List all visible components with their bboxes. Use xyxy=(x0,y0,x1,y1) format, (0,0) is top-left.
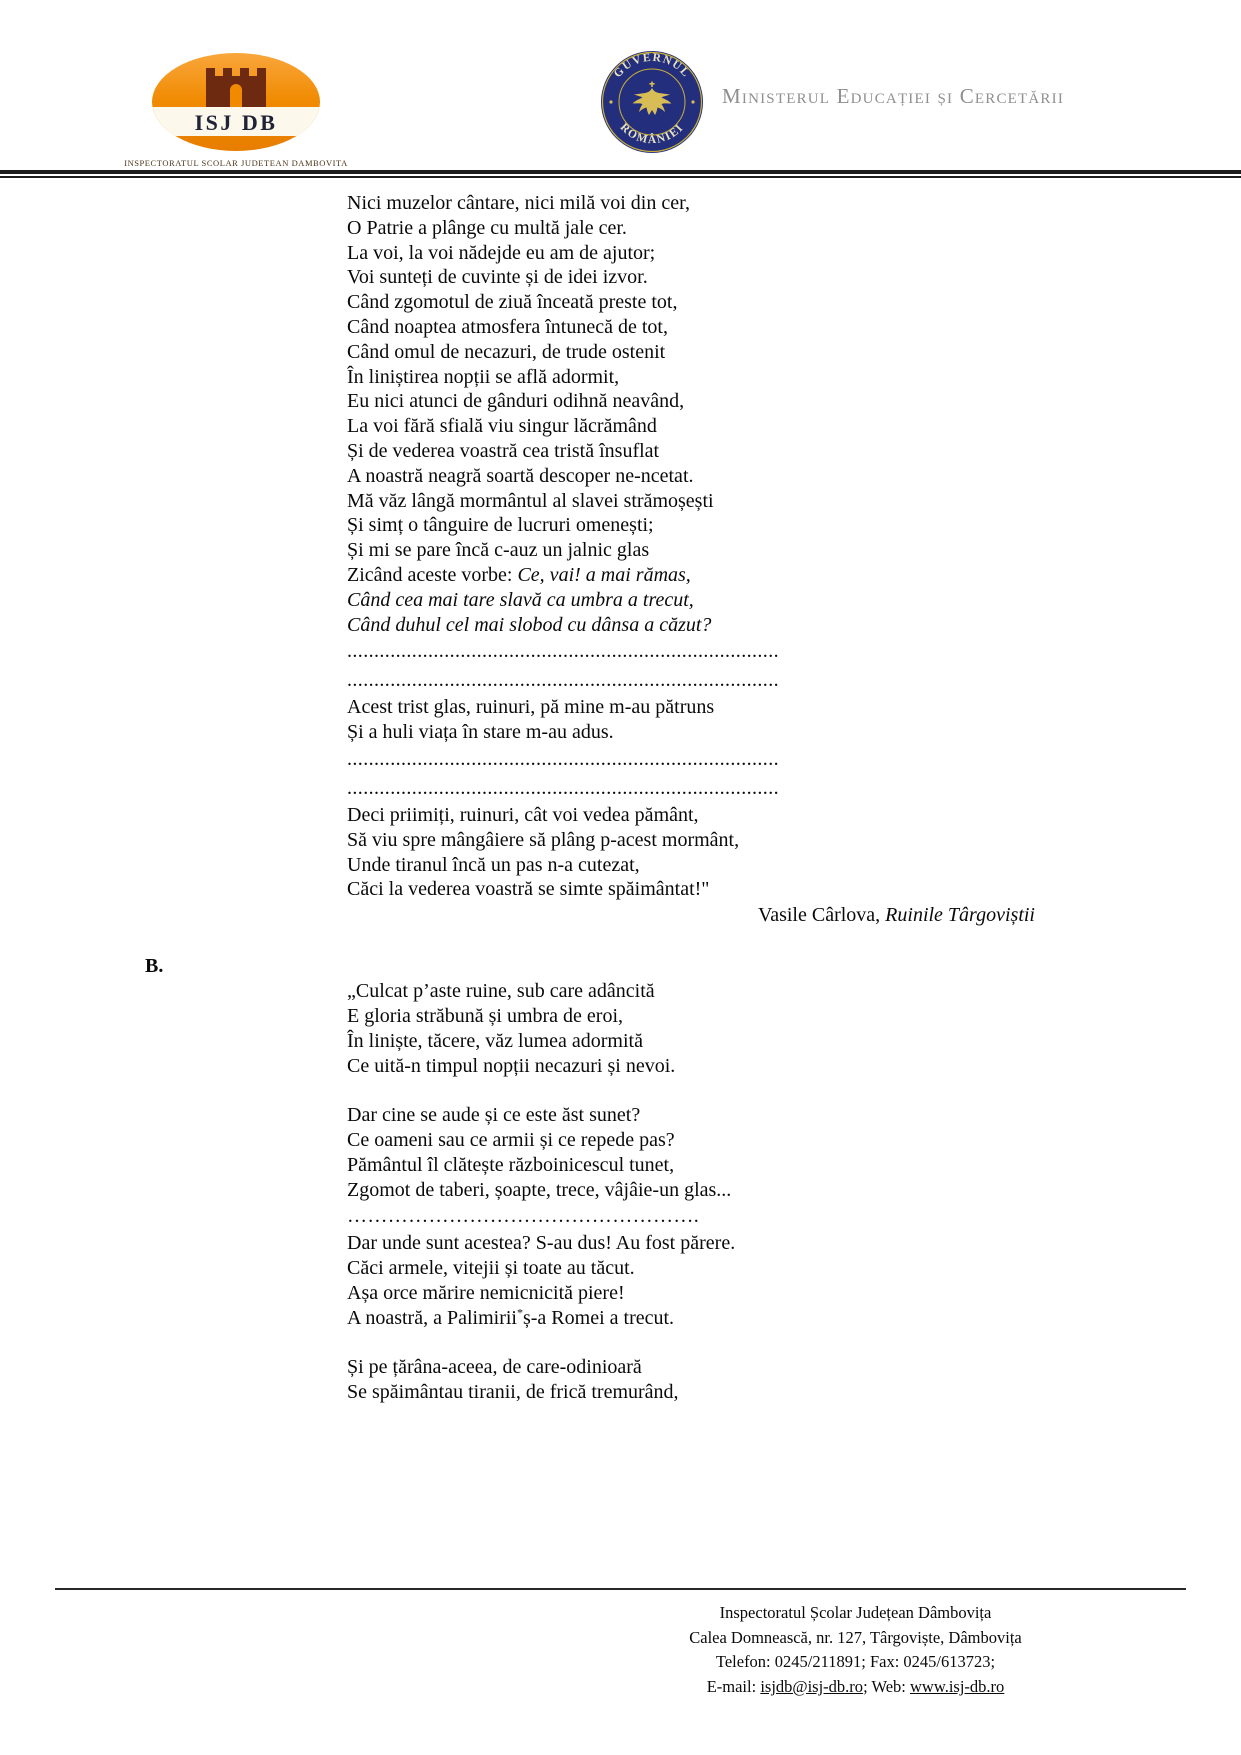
text-segment: Așa orce mărire nemicnicită piere! xyxy=(347,1281,625,1304)
text-segment: Când zgomotul de ziuă înceată preste tot, xyxy=(347,291,678,314)
text-segment: Dar cine se aude și ce este ăst sunet? xyxy=(347,1104,641,1127)
text-segment: A noastră neagră soartă descoper ne-ncetat. xyxy=(347,464,694,487)
text-segment: O Patrie a plânge cu multă jale cer. xyxy=(347,216,627,239)
poem-a-line xyxy=(347,513,1241,538)
text-segment: ................................................................................ xyxy=(347,747,779,770)
poem-b-lines xyxy=(347,979,1241,1405)
logo-acronym: ISJ DB xyxy=(194,110,278,135)
text-segment: Ce uită-n timpul nopții necazuri și nevoi. xyxy=(347,1054,676,1077)
text-segment: Ce, vai! a mai rămas, xyxy=(517,563,691,586)
poem-b-line xyxy=(347,1153,1241,1178)
poem-a-line xyxy=(347,877,1241,902)
poem-b-line xyxy=(347,1103,1241,1128)
poem-b-line xyxy=(347,1029,1241,1054)
text-segment: Inspectoratul Școlar Județean Dâmbovița xyxy=(719,1603,992,1622)
text-segment: E-mail: xyxy=(706,1676,761,1696)
poem-a-line xyxy=(347,853,1241,878)
poem-a-line xyxy=(347,216,1241,241)
text-segment: E gloria străbună și umbra de eroi, xyxy=(347,1004,624,1027)
logo-caption: INSPECTORATUL SCOLAR JUDETEAN DAMBOVITA xyxy=(124,158,348,168)
text-segment: „Culcat p’aste ruine, sub care adâncită xyxy=(347,980,655,1003)
text-segment: Acest trist glas, ruinuri, pă mine m-au pătruns xyxy=(347,696,715,719)
poem-a-line xyxy=(347,828,1241,853)
attribution-work-title: Ruinile Târgoviștii xyxy=(885,904,1035,927)
text-segment: Unde tiranul încă un pas n-a cutezat, xyxy=(347,853,640,876)
poem-a-line xyxy=(347,340,1241,365)
poem-a-line xyxy=(347,464,1241,489)
attribution-author: Vasile Cârlova, xyxy=(757,904,886,927)
guvernul-romaniei-seal xyxy=(600,50,704,154)
seal-top-text: GUVERNUL xyxy=(611,51,693,81)
text-segment: În liniște, tăcere, văz lumea adormită xyxy=(347,1029,643,1052)
footer-lines xyxy=(618,1601,1093,1699)
poem-b-line xyxy=(347,1178,1241,1203)
text-segment: ș-a Romei a trecut. xyxy=(522,1306,675,1329)
poem-a-line xyxy=(347,365,1241,390)
poem-a-line xyxy=(347,439,1241,464)
poem-a-ellipsis-line xyxy=(347,666,1241,695)
text-segment: Să viu spre mângâiere să plâng p-acest mormânt, xyxy=(347,828,740,851)
text-segment: Când omul de necazuri, de trude ostenit xyxy=(347,340,666,363)
footer-line xyxy=(618,1601,1093,1626)
poem-b-line xyxy=(347,1054,1241,1079)
poem-b-line xyxy=(347,1004,1241,1029)
poem-a-line xyxy=(347,265,1241,290)
poem-a-line xyxy=(347,720,1241,745)
poem-a-line xyxy=(347,389,1241,414)
poem-b xyxy=(347,979,1241,1405)
isj-db-logo xyxy=(124,52,348,168)
text-segment: ................................................................................ xyxy=(347,640,779,663)
poem-b-blank-line xyxy=(347,1078,1241,1103)
text-segment: ................................................................................ xyxy=(347,669,779,692)
isj-db-logo-graphic xyxy=(150,52,322,152)
poem-a-line xyxy=(347,241,1241,266)
section-b-label: B. xyxy=(145,955,164,978)
poem-b-line xyxy=(347,979,1241,1004)
text-segment: În liniștirea nopții se află adormit, xyxy=(347,365,620,388)
text-segment: Și pe țărâna-aceea, de care-odinioară xyxy=(347,1356,642,1379)
text-segment: Voi sunteți de cuvinte și de idei izvor. xyxy=(347,266,648,289)
poem-b-line xyxy=(347,1355,1241,1380)
footer-contact xyxy=(618,1601,1093,1699)
poem-a-line xyxy=(347,695,1241,720)
text-segment: Când cea mai tare slavă ca umbra a trecut, xyxy=(347,588,694,611)
poem-a-ellipsis-line xyxy=(347,774,1241,803)
poem-b-line xyxy=(347,1231,1241,1256)
text-segment: Căci la vederea voastră se simte spăimântat!" xyxy=(347,878,710,901)
footer-line xyxy=(618,1675,1093,1700)
text-segment: La voi fără sfială viu singur lăcrămând xyxy=(347,415,657,438)
text-segment: ; Web: xyxy=(863,1676,911,1696)
text-segment: Calea Domnească, nr. 127, Târgoviște, Dâmbovița xyxy=(689,1627,1022,1647)
footer-divider xyxy=(55,1588,1186,1590)
text-segment: Și simț o tânguire de lucruri omenești; xyxy=(347,514,654,537)
poem-b-line xyxy=(347,1128,1241,1153)
footer-line xyxy=(618,1650,1093,1675)
text-segment: Nici muzelor cântare, nici milă voi din cer, xyxy=(347,192,690,214)
poem-b-line xyxy=(347,1306,1241,1331)
text-segment: Zgomot de taberi, șoapte, trece, vâjâie-un glas... xyxy=(347,1178,732,1201)
poem-a-line xyxy=(347,613,1241,638)
text-segment: * xyxy=(516,1305,523,1320)
poem-b-ellipsis-line xyxy=(347,1202,1241,1231)
poem-b-blank-line xyxy=(347,1330,1241,1355)
text-segment: Deci priimiți, ruinuri, cât voi vedea pământ, xyxy=(347,803,699,826)
poem-a-line xyxy=(347,538,1241,563)
poem-b-line xyxy=(347,1380,1241,1405)
poem-a-line xyxy=(347,315,1241,340)
text-segment: Ce oameni sau ce armii și ce repede pas? xyxy=(347,1128,675,1151)
header-divider xyxy=(0,170,1241,178)
text-segment: A noastră, a Palimirii xyxy=(347,1306,517,1329)
text-segment: La voi, la voi nădejde eu am de ajutor; xyxy=(347,241,656,264)
text-segment: Și de vederea voastră cea tristă însuflat xyxy=(347,439,660,462)
text-segment: Mă văz lângă mormântul al slavei strămoșești xyxy=(347,489,714,512)
seal-graphic xyxy=(600,50,704,154)
text-segment: Se spăimântau tiranii, de frică tremurând, xyxy=(347,1381,679,1404)
text-segment: Eu nici atunci de gânduri odihnă neavând, xyxy=(347,390,685,413)
poem-a xyxy=(347,191,1241,902)
poem-a-ellipsis-line xyxy=(347,637,1241,666)
poem-a-ellipsis-line xyxy=(347,745,1241,774)
poem-a-line xyxy=(347,290,1241,315)
poem-a-line xyxy=(347,414,1241,439)
footer-link[interactable]: www.isj-db.ro xyxy=(910,1676,1005,1696)
text-segment: Pământul îl clătește războinicescul tunet, xyxy=(347,1153,675,1176)
document-header xyxy=(0,0,1241,170)
text-segment: ……………………………………………. xyxy=(347,1205,700,1228)
poem-b-line xyxy=(347,1256,1241,1281)
poem-a-line xyxy=(347,563,1241,588)
poem-b-line xyxy=(347,1281,1241,1306)
seal-bottom-text: ROMÂNIEI xyxy=(617,121,687,147)
poem-a-line xyxy=(347,803,1241,828)
text-segment: Și a huli viața în stare m-au adus. xyxy=(347,721,614,744)
text-segment: ................................................................................ xyxy=(347,776,779,799)
text-segment: Dar unde sunt acestea? S-au dus! Au fost părere. xyxy=(347,1232,736,1255)
poem-a-line xyxy=(347,588,1241,613)
text-segment: Când noaptea atmosfera întunecă de tot, xyxy=(347,315,668,338)
text-segment: Telefon: 0245/211891; Fax: 0245/613723; xyxy=(715,1652,996,1672)
poem-a-line xyxy=(347,489,1241,514)
castle-gate-icon xyxy=(230,84,242,107)
footer-line xyxy=(618,1626,1093,1651)
poem-a-attribution xyxy=(0,903,1241,928)
text-segment: Când duhul cel mai slobod cu dânsa a căzut? xyxy=(347,613,712,636)
footer-link[interactable]: isjdb@isj-db.ro xyxy=(760,1676,864,1696)
text-segment: Și mi se pare încă c-auz un jalnic glas xyxy=(347,539,650,562)
poem-a-line xyxy=(347,191,1241,216)
poem-a-lines xyxy=(347,191,1241,902)
text-segment: Căci armele, vitejii și toate au tăcut. xyxy=(347,1257,635,1280)
ministry-title: Ministerul Educației și Cercetării xyxy=(722,84,1065,108)
text-segment: Zicând aceste vorbe: xyxy=(347,563,518,586)
document-body xyxy=(0,178,1241,1405)
